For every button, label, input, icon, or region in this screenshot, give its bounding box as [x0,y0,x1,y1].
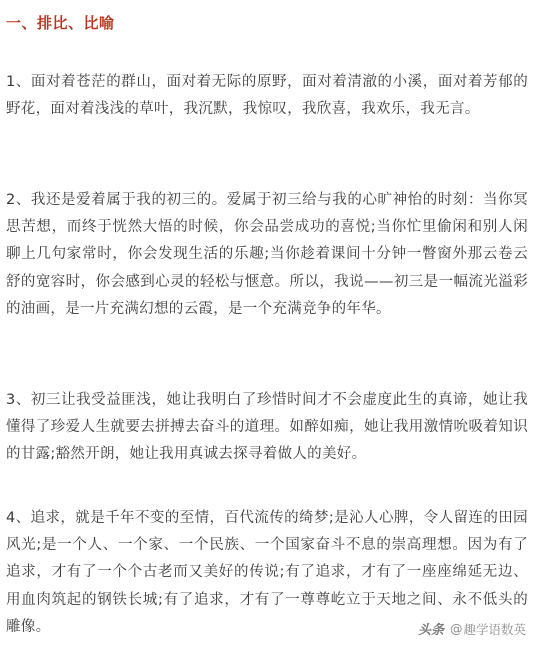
watermark-at-sign: @ [449,621,463,636]
source-watermark [418,619,526,638]
paragraph-2: 2、我还是爱着属于我的初三的。爱属于初三给与我的心旷神怡的时刻：当你冥思苦想，而终于恍然大悟的时候，你会品尝成功的喜悦;当你忙里偷闲和别人闲聊上几句家常时，你会发现生活的乐趣;当你趁着课间十分钟一瞥窗外那云卷云舒的宽容时，你会感到心灵的轻松与惬意。所以，我说——初三是一幅流光溢彩的油画，是一片充满幻想的云霞，是一个充满竞争的年华。 [6,192,528,317]
paragraph-3: 3、初三让我受益匪浅，她让我明白了珍惜时间才不会虚度此生的真谛，她让我懂得了珍爱人生就要去拼搏去奋斗的道理。如醉如痴，她让我用激情吮吸着知识的甘露;豁然开朗，她让我用真诚去探寻着做人的美好。 [6,392,528,463]
watermark-account: 趣学语数英 [463,621,526,637]
watermark-platform: 头条 [417,623,444,638]
paragraph-1: 1、面对着苍茫的群山，面对着无际的原野，面对着清澈的小溪，面对着芳郁的野花，面对着浅浅的草叶，我沉默，我惊叹，我欣喜，我欢乐，我无言。 [6,74,528,118]
section-heading: 一、排比、比喻 [6,14,115,32]
paragraph-4: 4、追求，就是千年不变的至情，百代流传的绮梦;是沁人心脾，令人留连的田园风光;是一个人、一个家、一个民族、一个国家奋斗不息的崇高理想。因为有了追求，才有了一个个古老而又美好的传说;有了追求，才有了一座座绵延无边、用血肉筑起的钢铁长城;有了追求，才有了一尊尊屹立于天地之间、永不低头的雕像。 [6,510,528,635]
